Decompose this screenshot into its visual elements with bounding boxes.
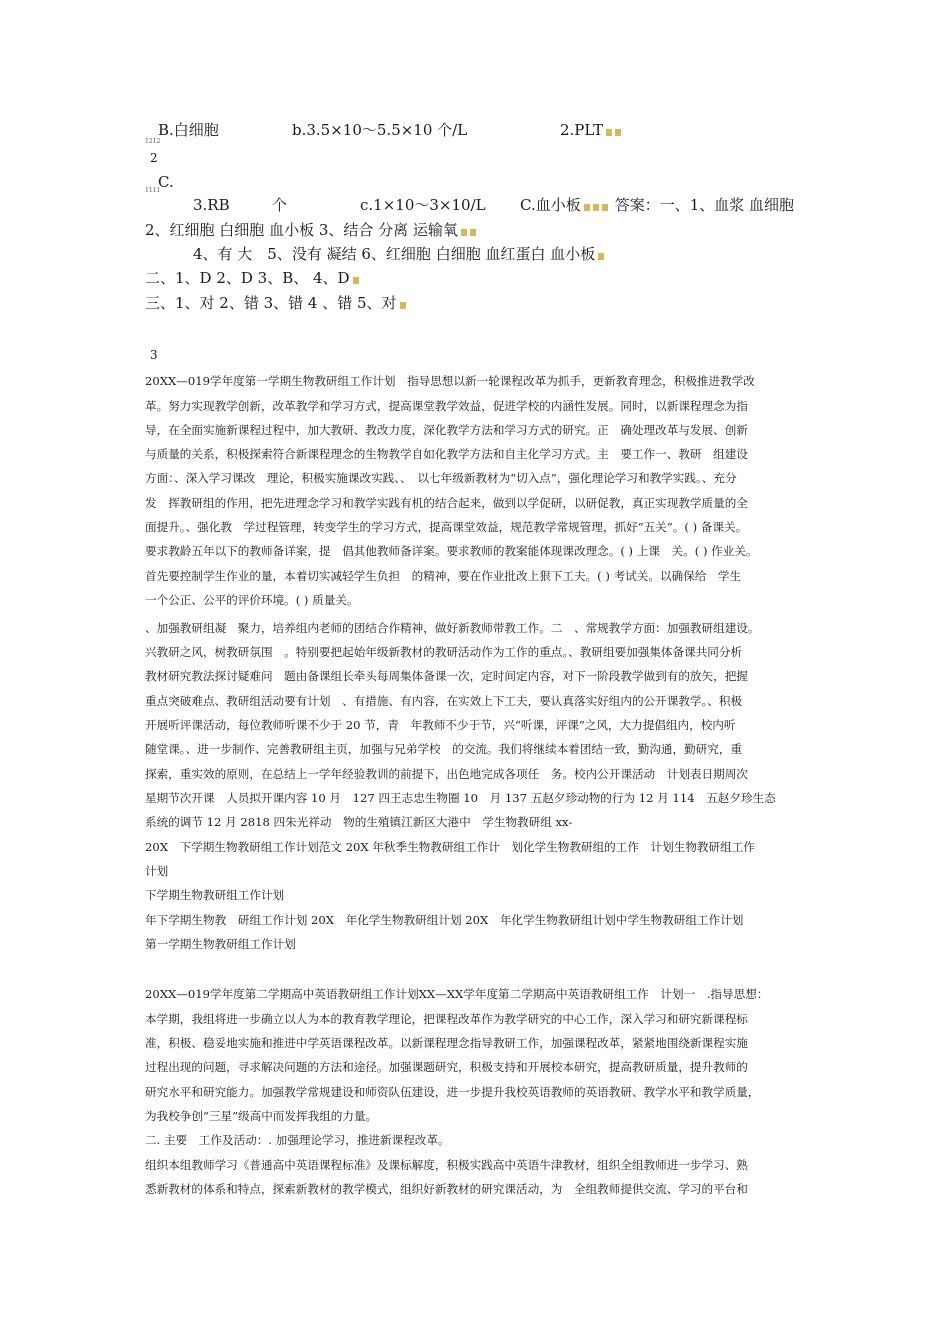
body-line: 下学期生物教研组工作计划 [145,888,285,902]
table-cell-platelet-range: c.1×10～3×10/L [360,196,486,214]
table-row-num: 2 [150,151,158,165]
body-line: 首先要控制学生作业的量，本着切实减轻学生负担 的精神，要在作业批改上狠下工夫。( ) 考试关。以确保给 学生 [145,569,742,583]
body-line: 准，积极、稳妥地实施和推进中学英语课程改革。以新课程理念指导教研工作，加强课程改革，紧紧地围绕新课程实施 [145,1036,748,1050]
body-line: 、加强教研组凝 聚力，培养组内老师的团结合作精神，做好新教师带教工作。二 、常规教学方面：加强教研组建设。 [145,621,760,635]
body-line: 随堂课。、进一步制作、完善教研组主页，加强与兄弟学校 的交流。我们将继续本着团结一致，勤沟通，勤研究，重 [145,742,743,756]
body-line: 过程出现的问题，寻求解决问题的方法和途径。加强课题研究，积极支持和开展校本研究，提高教研质量，提升教师的 [145,1060,748,1074]
table-cell-unit: 个 [272,196,288,214]
body-line: 本学期，我组将进一步确立以人为本的教育教学理论，把课程改革作为教学研究的中心工作，深入学习和研究新课程标 [145,1012,748,1026]
page-number: 3 [150,348,158,362]
tiny-superscript: 1111 [145,187,161,194]
section-heading: 二. 主要 工作及活动：. 加强理论学习，推进新课程改革。 [145,1133,450,1147]
body-line: 一个公正、公平的评价环境。( ) 质量关。 [145,593,359,607]
tiny-superscript: 1212 [145,138,161,145]
marker-icon [602,204,608,211]
body-line: 年下学期生物教 研组工作计划 20X 年化学生物教研组计划 20X 年化学生物教研组计划中学生物教研组工作计划 [145,913,744,927]
marker-icon [593,204,599,211]
marker-icon [584,204,590,211]
marker-icon [470,229,476,236]
table-cell-rb: 3.RB [193,196,230,214]
body-line: 20X 下学期生物教研组工作计划范文 20X 年秋季生物教研组工作计 划化学生物教研组的工作 计划生物教研组工作 [145,840,755,854]
body-line: 星期节次开课 人员拟开课内容 10 月 127 四王志忠生物圈 10 月 137 五赵夕珍动物的行为 12 月 114 五赵夕珍生态 [145,791,776,805]
table-cell-white-cell-range: b.3.5×10～5.5×10 个/L [292,121,468,139]
body-line: 与质量的关系，积极探索符合新课程理念的生物教学自如化教学方法和自主化学习方式。主 要工作一、教研 组建设 [145,447,748,461]
table-cell-plt: 2.PLT [560,118,621,142]
body-line: 第一学期生物教研组工作计划 [145,937,296,951]
body-line: 要求教龄五年以下的教师备详案，提 倡其他教师备详案。要求教师的教案能体现课改理念。( ) 上课 关。( ) 作业关。 [145,544,758,558]
answer-line: 4、有 大 5、没有 凝结 6、红细胞 白细胞 血红蛋白 血小板 [193,242,604,266]
table-cell-c: C. [158,173,174,191]
body-line: 20XX—019学年度第二学期高中英语教研组工作计划XX—XX学年度第二学期高中英语教研组工作 计划一 .指导思想： [145,987,769,1001]
marker-icon [615,129,621,136]
body-line: 导，在全面实施新课程过程中，加大教研、教改力度，深化教学方法和学习方式的研究。正 确处理改革与发展、创新 [145,423,748,437]
body-line: 研究水平和研究能力。加强教学常规建设和师资队伍建设，进一步提升我校英语教师的英语教研、教学水平和教学质量， [145,1085,760,1099]
marker-icon [598,253,604,260]
body-line: 系统的调节 12 月 2818 四朱光祥动 物的生殖镇江新区大港中 学生物教研组 xx- [145,815,573,829]
marker-icon [461,229,467,236]
body-line: 革。努力实现教学创新，改革教学和学习方式，提高课堂教学效益，促进学校的内涵性发展。同时，以新课程理念为指 [145,399,748,413]
body-line: 兴教研之风，树教研氛围 。特别要把起始年级新教材的教研活动作为工作的重点。、教研组要加强集体备课共同分析 [145,645,743,659]
answer-line: 二、1、D 2、D 3、B、 4、D [145,266,359,290]
body-line: 方面：、深入学习课改 理论，积极实施课改实践、、 以七年级新教材为“切入点”，强化理论学习和教学实践。、充分 [145,471,737,485]
body-line: 悉新教材的体系和特点，探索新教材的教学模式，组织好新教材的研究课活动，为 全组教师提供交流、学习的平台和 [145,1182,748,1196]
answer-line: 2、红细胞 白细胞 血小板 3、结合 分离 运输氧 [145,218,476,242]
table-cell-platelet: C.血小板 答案：一、1、血浆 血细胞 [520,196,795,214]
marker-icon [606,129,612,136]
body-line: 面提升。、强化教 学过程管理，转变学生的学习方式，提高课堂效益，规范教学常规管理，抓好“五关”。( ) 备课关。 [145,520,748,534]
body-line: 重点突破难点、教研组活动要有计划 、有措施、有内容，在实效上下工夫，要认真落实好组内的公开课教学。、积极 [145,694,743,708]
body-line: 计划 [145,864,169,878]
body-line: 教材研究教法探讨疑难问 题由备课组长牵头每周集体备课一次，定时间定内容，对下一阶段教学做到有的放矢，把握 [145,669,748,683]
answer-line: 三、1、对 2、错 3、错 4 、错 5、对 [145,291,406,315]
table-cell-white-cell: B.白细胞 [158,121,219,139]
body-line: 20XX—019学年度第一学期生物教研组工作计划 指导思想以新一轮课程改革为抓手，更新教育理念，积极推进教学改 [145,374,755,388]
body-line: 探索，重实效的原则，在总结上一学年经验教训的前提下，出色地完成各项任 务。校内公开课活动 计划表日期周次 [145,767,748,781]
body-line: 组织本组教师学习《普通高中英语课程标准》及课标解度，积极实践高中英语牛津教材，组织全组教师进一步学习、熟 [145,1158,748,1172]
body-line: 发 挥教研组的作用，把先进理念学习和教学实践有机的结合起来，做到以学促研，以研促教，真正实现教学质量的全 [145,496,748,510]
marker-icon [400,302,406,309]
marker-icon [353,277,359,284]
body-line: 开展听评课活动，每位教师听课不少于 20 节，青 年教师不少于节，兴“听课，评课”之风，大力提倡组内，校内听 [145,718,736,732]
body-line: 为我校争创“三星”级高中而发挥我组的力量。 [145,1109,378,1123]
